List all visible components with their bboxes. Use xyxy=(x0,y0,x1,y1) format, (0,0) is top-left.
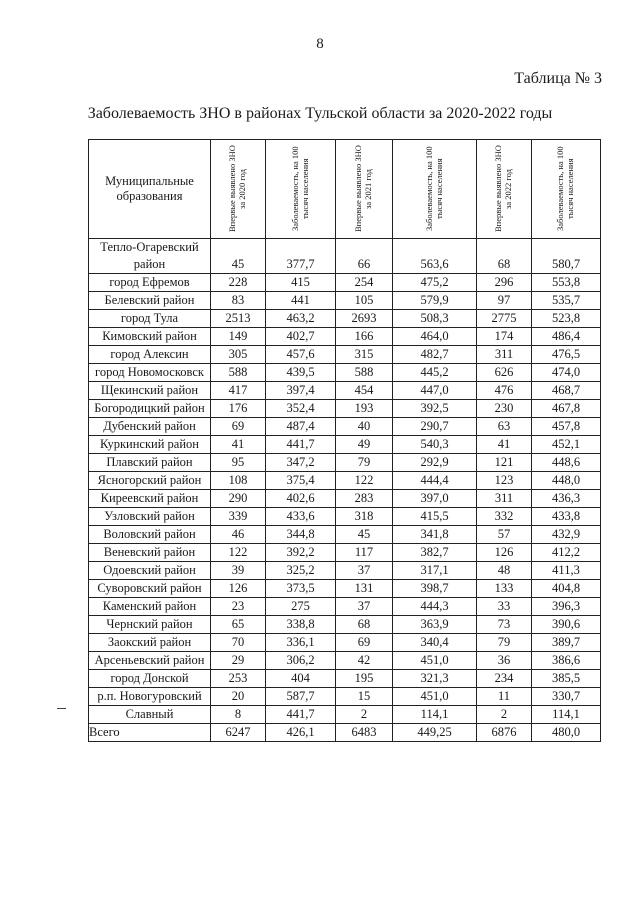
value-cell: 311 xyxy=(477,490,532,508)
value-cell: 579,9 xyxy=(393,292,477,310)
value-cell: 540,3 xyxy=(393,436,477,454)
value-cell: 68 xyxy=(336,616,393,634)
value-cell: 46 xyxy=(211,526,266,544)
value-cell: 402,6 xyxy=(266,490,336,508)
value-cell: 451,0 xyxy=(393,688,477,706)
value-cell: 441,7 xyxy=(266,706,336,724)
value-cell: 363,9 xyxy=(393,616,477,634)
value-cell: 306,2 xyxy=(266,652,336,670)
municipality-cell: Плавский район xyxy=(89,454,211,472)
value-cell: 392,2 xyxy=(266,544,336,562)
value-cell: 626 xyxy=(477,364,532,382)
value-cell: 412,2 xyxy=(532,544,601,562)
value-cell: 447,0 xyxy=(393,382,477,400)
value-cell: 33 xyxy=(477,598,532,616)
value-cell: 464,0 xyxy=(393,328,477,346)
total-row xyxy=(89,724,601,742)
value-cell: 457,6 xyxy=(266,346,336,364)
value-cell: 330,7 xyxy=(532,688,601,706)
value-cell: 83 xyxy=(211,292,266,310)
value-cell: 149 xyxy=(211,328,266,346)
table-body xyxy=(89,239,601,742)
value-cell: 433,8 xyxy=(532,508,601,526)
value-cell: 340,4 xyxy=(393,634,477,652)
municipality-cell: Чернский район xyxy=(89,616,211,634)
value-cell: 457,8 xyxy=(532,418,601,436)
value-cell: 392,5 xyxy=(393,400,477,418)
value-cell: 45 xyxy=(336,526,393,544)
total-value-cell: 426,1 xyxy=(266,724,336,742)
value-cell: 487,4 xyxy=(266,418,336,436)
value-cell: 40 xyxy=(336,418,393,436)
value-cell: 482,7 xyxy=(393,346,477,364)
value-cell: 325,2 xyxy=(266,562,336,580)
value-cell: 476,5 xyxy=(532,346,601,364)
page-number: 8 xyxy=(316,36,324,52)
table-row xyxy=(89,634,601,652)
value-cell: 2 xyxy=(477,706,532,724)
value-cell: 37 xyxy=(336,598,393,616)
municipality-cell: Белевский район xyxy=(89,292,211,310)
value-cell: 375,4 xyxy=(266,472,336,490)
table-label: Таблица № 3 xyxy=(514,70,602,87)
table-row xyxy=(89,706,601,724)
value-cell: 396,3 xyxy=(532,598,601,616)
value-cell: 444,4 xyxy=(393,472,477,490)
value-cell: 57 xyxy=(477,526,532,544)
value-cell: 283 xyxy=(336,490,393,508)
municipality-cell: Щекинский район xyxy=(89,382,211,400)
table-row xyxy=(89,508,601,526)
value-cell: 65 xyxy=(211,616,266,634)
header-new-cases-2021 xyxy=(336,140,393,239)
value-cell: 311 xyxy=(477,346,532,364)
header-new-cases-2022 xyxy=(477,140,532,239)
margin-dash xyxy=(57,708,66,709)
value-cell: 228 xyxy=(211,274,266,292)
table-row xyxy=(89,346,601,364)
value-cell: 315 xyxy=(336,346,393,364)
value-cell: 45 xyxy=(211,239,266,274)
value-cell: 79 xyxy=(336,454,393,472)
value-cell: 448,6 xyxy=(532,454,601,472)
value-cell: 417 xyxy=(211,382,266,400)
value-cell: 433,6 xyxy=(266,508,336,526)
value-cell: 42 xyxy=(336,652,393,670)
value-cell: 254 xyxy=(336,274,393,292)
value-cell: 305 xyxy=(211,346,266,364)
value-cell: 445,2 xyxy=(393,364,477,382)
value-cell: 463,2 xyxy=(266,310,336,328)
value-cell: 441,7 xyxy=(266,436,336,454)
value-cell: 166 xyxy=(336,328,393,346)
value-cell: 415 xyxy=(266,274,336,292)
total-value-cell: 480,0 xyxy=(532,724,601,742)
header-incidence-2022 xyxy=(532,140,601,239)
municipality-cell: Веневский район xyxy=(89,544,211,562)
value-cell: 508,3 xyxy=(393,310,477,328)
value-cell: 439,5 xyxy=(266,364,336,382)
value-cell: 39 xyxy=(211,562,266,580)
total-value-cell: 6483 xyxy=(336,724,393,742)
value-cell: 49 xyxy=(336,436,393,454)
value-cell: 296 xyxy=(477,274,532,292)
municipality-cell: Ясногорский район xyxy=(89,472,211,490)
value-cell: 404 xyxy=(266,670,336,688)
value-cell: 126 xyxy=(211,580,266,598)
table-row xyxy=(89,364,601,382)
header-new-cases-2021-text: Впервые выявлено ЗНО за 2021 год xyxy=(353,145,373,233)
table-row xyxy=(89,310,601,328)
municipality-cell: город Новомосковск xyxy=(89,364,211,382)
table-row xyxy=(89,436,601,454)
table-row xyxy=(89,292,601,310)
table-row xyxy=(89,670,601,688)
header-new-cases-2022-text: Впервые выявлено ЗНО за 2022 год xyxy=(493,145,513,233)
table-row xyxy=(89,580,601,598)
table-row xyxy=(89,454,601,472)
value-cell: 70 xyxy=(211,634,266,652)
total-value-cell: 6876 xyxy=(477,724,532,742)
table-row xyxy=(89,382,601,400)
value-cell: 69 xyxy=(211,418,266,436)
value-cell: 290 xyxy=(211,490,266,508)
incidence-table xyxy=(88,139,601,742)
table-row xyxy=(89,328,601,346)
header-new-cases-2020 xyxy=(211,140,266,239)
value-cell: 193 xyxy=(336,400,393,418)
value-cell: 432,9 xyxy=(532,526,601,544)
value-cell: 389,7 xyxy=(532,634,601,652)
municipality-cell: Воловский район xyxy=(89,526,211,544)
value-cell: 195 xyxy=(336,670,393,688)
value-cell: 347,2 xyxy=(266,454,336,472)
value-cell: 580,7 xyxy=(532,239,601,274)
table-row xyxy=(89,274,601,292)
municipality-cell: Одоевский район xyxy=(89,562,211,580)
municipality-cell: р.п. Новогуровский xyxy=(89,688,211,706)
value-cell: 436,3 xyxy=(532,490,601,508)
value-cell: 415,5 xyxy=(393,508,477,526)
value-cell: 23 xyxy=(211,598,266,616)
table-row xyxy=(89,688,601,706)
value-cell: 275 xyxy=(266,598,336,616)
value-cell: 122 xyxy=(211,544,266,562)
municipality-cell: Кимовский район xyxy=(89,328,211,346)
value-cell: 588 xyxy=(211,364,266,382)
municipality-cell: Арсеньевский район xyxy=(89,652,211,670)
total-value-cell: 6247 xyxy=(211,724,266,742)
value-cell: 390,6 xyxy=(532,616,601,634)
value-cell: 339 xyxy=(211,508,266,526)
value-cell: 2513 xyxy=(211,310,266,328)
municipality-cell: Богородицкий район xyxy=(89,400,211,418)
value-cell: 397,4 xyxy=(266,382,336,400)
value-cell: 37 xyxy=(336,562,393,580)
value-cell: 114,1 xyxy=(532,706,601,724)
value-cell: 475,2 xyxy=(393,274,477,292)
municipality-cell: Тепло-Огаревский район xyxy=(89,239,211,274)
value-cell: 63 xyxy=(477,418,532,436)
value-cell: 79 xyxy=(477,634,532,652)
municipality-cell: Славный xyxy=(89,706,211,724)
value-cell: 133 xyxy=(477,580,532,598)
municipality-cell: город Алексин xyxy=(89,346,211,364)
value-cell: 292,9 xyxy=(393,454,477,472)
header-new-cases-2020-text: Впервые выявлено ЗНО за 2020 год xyxy=(227,145,247,233)
value-cell: 68 xyxy=(477,239,532,274)
value-cell: 398,7 xyxy=(393,580,477,598)
value-cell: 553,8 xyxy=(532,274,601,292)
value-cell: 41 xyxy=(477,436,532,454)
value-cell: 230 xyxy=(477,400,532,418)
value-cell: 123 xyxy=(477,472,532,490)
total-label-cell: Всего xyxy=(89,724,211,742)
value-cell: 336,1 xyxy=(266,634,336,652)
municipality-cell: Суворовский район xyxy=(89,580,211,598)
value-cell: 373,5 xyxy=(266,580,336,598)
value-cell: 451,0 xyxy=(393,652,477,670)
value-cell: 338,8 xyxy=(266,616,336,634)
municipality-cell: Дубенский район xyxy=(89,418,211,436)
total-value-cell: 449,25 xyxy=(393,724,477,742)
header-incidence-2021-text: Заболеваемость, на 100 тысяч населения xyxy=(423,146,444,232)
municipality-cell: Каменский район xyxy=(89,598,211,616)
value-cell: 117 xyxy=(336,544,393,562)
value-cell: 290,7 xyxy=(393,418,477,436)
value-cell: 176 xyxy=(211,400,266,418)
municipality-cell: город Тула xyxy=(89,310,211,328)
table-row xyxy=(89,562,601,580)
header-incidence-2020 xyxy=(266,140,336,239)
value-cell: 69 xyxy=(336,634,393,652)
value-cell: 454 xyxy=(336,382,393,400)
value-cell: 467,8 xyxy=(532,400,601,418)
value-cell: 535,7 xyxy=(532,292,601,310)
value-cell: 29 xyxy=(211,652,266,670)
value-cell: 386,6 xyxy=(532,652,601,670)
value-cell: 486,4 xyxy=(532,328,601,346)
table-row xyxy=(89,616,601,634)
value-cell: 452,1 xyxy=(532,436,601,454)
value-cell: 66 xyxy=(336,239,393,274)
table-row xyxy=(89,652,601,670)
value-cell: 474,0 xyxy=(532,364,601,382)
value-cell: 332 xyxy=(477,508,532,526)
table-row xyxy=(89,490,601,508)
value-cell: 317,1 xyxy=(393,562,477,580)
header-incidence-2021 xyxy=(393,140,477,239)
municipality-cell: город Донской xyxy=(89,670,211,688)
value-cell: 352,4 xyxy=(266,400,336,418)
table-row xyxy=(89,526,601,544)
value-cell: 41 xyxy=(211,436,266,454)
value-cell: 382,7 xyxy=(393,544,477,562)
value-cell: 2 xyxy=(336,706,393,724)
value-cell: 441 xyxy=(266,292,336,310)
municipality-cell: Киреевский район xyxy=(89,490,211,508)
value-cell: 341,8 xyxy=(393,526,477,544)
document-title: Заболеваемость ЗНО в районах Тульской области за 2020-2022 годы xyxy=(87,105,553,122)
table-row xyxy=(89,418,601,436)
value-cell: 444,3 xyxy=(393,598,477,616)
municipality-cell: город Ефремов xyxy=(89,274,211,292)
municipality-cell: Узловский район xyxy=(89,508,211,526)
value-cell: 321,3 xyxy=(393,670,477,688)
value-cell: 126 xyxy=(477,544,532,562)
value-cell: 108 xyxy=(211,472,266,490)
value-cell: 122 xyxy=(336,472,393,490)
value-cell: 2775 xyxy=(477,310,532,328)
value-cell: 73 xyxy=(477,616,532,634)
value-cell: 11 xyxy=(477,688,532,706)
value-cell: 36 xyxy=(477,652,532,670)
value-cell: 8 xyxy=(211,706,266,724)
value-cell: 344,8 xyxy=(266,526,336,544)
value-cell: 105 xyxy=(336,292,393,310)
value-cell: 114,1 xyxy=(393,706,477,724)
value-cell: 2693 xyxy=(336,310,393,328)
municipality-cell: Куркинский район xyxy=(89,436,211,454)
header-municipality: Муниципальные образования xyxy=(89,140,211,239)
value-cell: 588 xyxy=(336,364,393,382)
value-cell: 411,3 xyxy=(532,562,601,580)
value-cell: 174 xyxy=(477,328,532,346)
value-cell: 15 xyxy=(336,688,393,706)
table-row xyxy=(89,472,601,490)
value-cell: 397,0 xyxy=(393,490,477,508)
value-cell: 385,5 xyxy=(532,670,601,688)
table-row xyxy=(89,544,601,562)
value-cell: 563,6 xyxy=(393,239,477,274)
value-cell: 97 xyxy=(477,292,532,310)
value-cell: 448,0 xyxy=(532,472,601,490)
value-cell: 95 xyxy=(211,454,266,472)
value-cell: 377,7 xyxy=(266,239,336,274)
table-row xyxy=(89,598,601,616)
header-incidence-2020-text: Заболеваемость, на 100 тысяч населения xyxy=(289,146,310,232)
header-incidence-2022-text: Заболеваемость, на 100 тысяч населения xyxy=(555,146,575,232)
value-cell: 121 xyxy=(477,454,532,472)
value-cell: 318 xyxy=(336,508,393,526)
value-cell: 468,7 xyxy=(532,382,601,400)
value-cell: 48 xyxy=(477,562,532,580)
value-cell: 404,8 xyxy=(532,580,601,598)
table-row xyxy=(89,400,601,418)
value-cell: 587,7 xyxy=(266,688,336,706)
value-cell: 523,8 xyxy=(532,310,601,328)
value-cell: 253 xyxy=(211,670,266,688)
value-cell: 234 xyxy=(477,670,532,688)
value-cell: 20 xyxy=(211,688,266,706)
table-header-row xyxy=(89,140,601,239)
municipality-cell: Заокский район xyxy=(89,634,211,652)
table-row xyxy=(89,239,601,274)
value-cell: 476 xyxy=(477,382,532,400)
value-cell: 402,7 xyxy=(266,328,336,346)
value-cell: 131 xyxy=(336,580,393,598)
